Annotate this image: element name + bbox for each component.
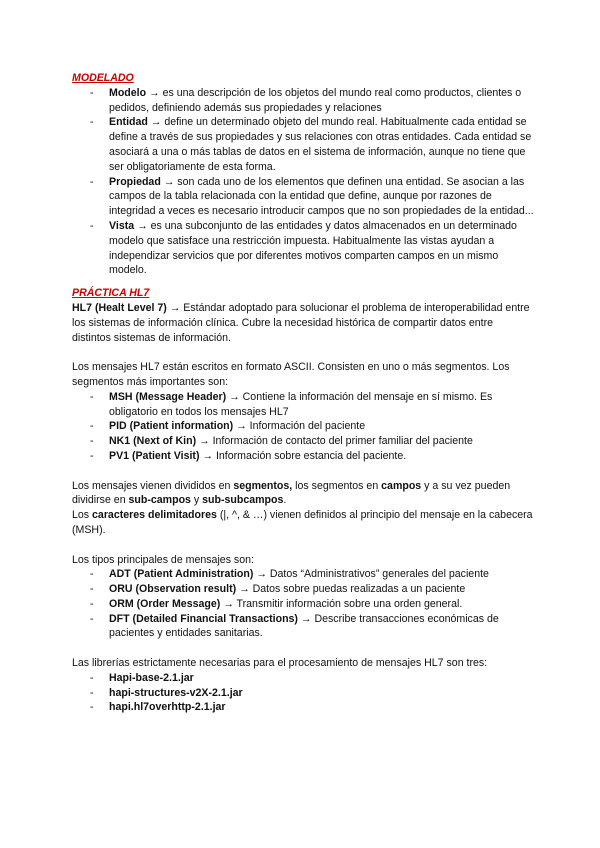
term: Vista xyxy=(109,219,135,232)
list-item xyxy=(72,86,534,116)
section-title-modelado: MODELADO xyxy=(72,72,134,84)
types-list xyxy=(72,567,534,641)
segments-intro: Los mensajes HL7 están escritos en formato ASCII. Consisten en uno o más segmentos. Los segmentos más importantes son: xyxy=(72,361,510,388)
definition: → Datos “Administrativos” generales del paciente xyxy=(253,568,489,581)
definition: define un determinado objeto del mundo real. Habitualmente cada entidad se define a través de sus propiedades y sus relaciones con otras entidades. Cada entidad se asociará a una o más tablas de datos en el sistema de información, aunque no tiene que ser obligatoriamente de esta forma. xyxy=(109,116,532,173)
list-item xyxy=(72,115,534,174)
term: NK1 (Next of Kin) xyxy=(109,435,197,448)
list-item xyxy=(72,567,534,582)
arrow: → xyxy=(160,175,178,188)
bullet-dash: - xyxy=(90,435,94,448)
list-item xyxy=(72,449,534,464)
definition: → Información del paciente xyxy=(233,420,366,433)
list-item xyxy=(72,582,534,597)
list-item xyxy=(72,597,534,612)
delimiters-paragraph xyxy=(72,508,534,538)
term: Entidad xyxy=(109,116,148,129)
bullet-dash: - xyxy=(90,86,94,99)
definition: es una descripción de los objetos del mundo real como productos, clientes o pedidos, definiendo además sus propiedades y relaciones xyxy=(109,86,522,114)
bullet-dash: - xyxy=(90,175,94,188)
list-item xyxy=(72,175,534,219)
term: HL7 (Healt Level 7) xyxy=(72,301,167,314)
list-item xyxy=(72,419,534,434)
bullet-dash: - xyxy=(90,701,94,714)
term: MSH (Message Header) xyxy=(109,390,227,403)
definition: → Contiene la información del mensaje en sí mismo. Es obligatorio en todos los mensajes HL7 xyxy=(109,390,493,418)
definition: es una subconjunto de las entidades y datos almacenados en un determinado modelo que satisface una restricción impuesta. Habitualmente las vistas ayudan a independizar servicios que por diferentes motivos comparten campos en un mismo modelo. xyxy=(109,219,517,277)
library-name: hapi-structures-v2X-2.1.jar xyxy=(109,686,243,699)
definition: → Transmitir información sobre una orden general. xyxy=(220,597,463,610)
definition: → Información de contacto del primer familiar del paciente xyxy=(196,435,473,448)
bullet-dash: - xyxy=(90,686,94,699)
definition: → Datos sobre puedas realizadas a un paciente xyxy=(236,583,466,596)
term: ADT (Patient Administration) xyxy=(109,568,254,581)
bullet-dash: - xyxy=(90,116,94,129)
text: (|, ^, & …) vienen definidos al principio del mensaje en la cabecera (MSH). xyxy=(72,509,533,536)
term: PID (Patient information) xyxy=(109,420,234,433)
document-page xyxy=(72,71,534,715)
bullet-dash: - xyxy=(90,449,94,462)
arrow: → xyxy=(146,86,163,99)
bullet-dash: - xyxy=(90,583,94,596)
definition: → Información sobre estancia del paciente. xyxy=(199,449,407,462)
arrow: → xyxy=(134,219,151,232)
term: DFT (Detailed Financial Transactions) xyxy=(109,612,298,625)
bullet-dash: - xyxy=(90,612,94,625)
arrow: → xyxy=(147,116,165,129)
division-paragraph xyxy=(72,479,534,509)
bullet-dash: - xyxy=(90,420,94,433)
library-name: hapi.hl7overhttp-2.1.jar xyxy=(109,701,226,714)
list-item xyxy=(72,700,534,715)
text: Los xyxy=(72,509,93,522)
hl7-intro xyxy=(72,301,534,345)
list-item xyxy=(72,219,534,278)
segments-list xyxy=(72,390,534,464)
definition: → Estándar adoptado para solucionar el problema de interoperabilidad entre los sistemas de información clínica. Cubre la necesidad histórica de compartir datos entre distintos sistemas de información. xyxy=(72,301,530,344)
text: Los mensajes vienen divididos en xyxy=(72,479,234,492)
list-item xyxy=(72,434,534,449)
bold-text: segmentos, xyxy=(233,479,293,492)
list-item xyxy=(72,390,534,420)
text: . xyxy=(283,494,287,507)
bold-text: sub-subcampos xyxy=(202,494,284,507)
bullet-dash: - xyxy=(90,597,94,610)
term: Modelo xyxy=(109,86,147,99)
bullet-dash: - xyxy=(90,671,94,684)
modelado-list xyxy=(72,86,534,278)
bold-text: sub-campos xyxy=(128,494,191,507)
text: y xyxy=(190,494,203,507)
section-title-practica: PRÁCTICA HL7 xyxy=(72,287,150,300)
library-name: Hapi-base-2.1.jar xyxy=(109,671,194,684)
term: ORM (Order Message) xyxy=(109,597,221,610)
libs-intro: Las librerías estrictamente necesarias para el procesamiento de mensajes HL7 son tres: xyxy=(72,657,488,670)
definition: → Describe transacciones económicas de pacientes y entidades sanitarias. xyxy=(109,612,499,640)
list-item xyxy=(72,686,534,701)
term: Propiedad xyxy=(109,175,161,188)
text: los segmentos en xyxy=(292,479,382,492)
term: PV1 (Patient Visit) xyxy=(109,449,200,462)
bullet-dash: - xyxy=(90,390,94,403)
bold-text: campos xyxy=(381,479,422,492)
text: y a su vez pueden dividirse en xyxy=(72,479,511,507)
libs-list xyxy=(72,671,534,715)
bold-text: caracteres delimitadores xyxy=(92,509,217,522)
bullet-dash: - xyxy=(90,219,94,232)
types-intro: Los tipos principales de mensajes son: xyxy=(72,553,254,566)
definition: son cada uno de los elementos que definen una entidad. Se asocian a las campos de la tabla relacionada con la entidad que define, aunque por razones de integridad a veces es necesario introducir campos que no son propiedades de la entidad... xyxy=(109,175,534,218)
list-item xyxy=(72,671,534,686)
bullet-dash: - xyxy=(90,568,94,581)
term: ORU (Observation result) xyxy=(109,583,237,596)
list-item xyxy=(72,612,534,642)
